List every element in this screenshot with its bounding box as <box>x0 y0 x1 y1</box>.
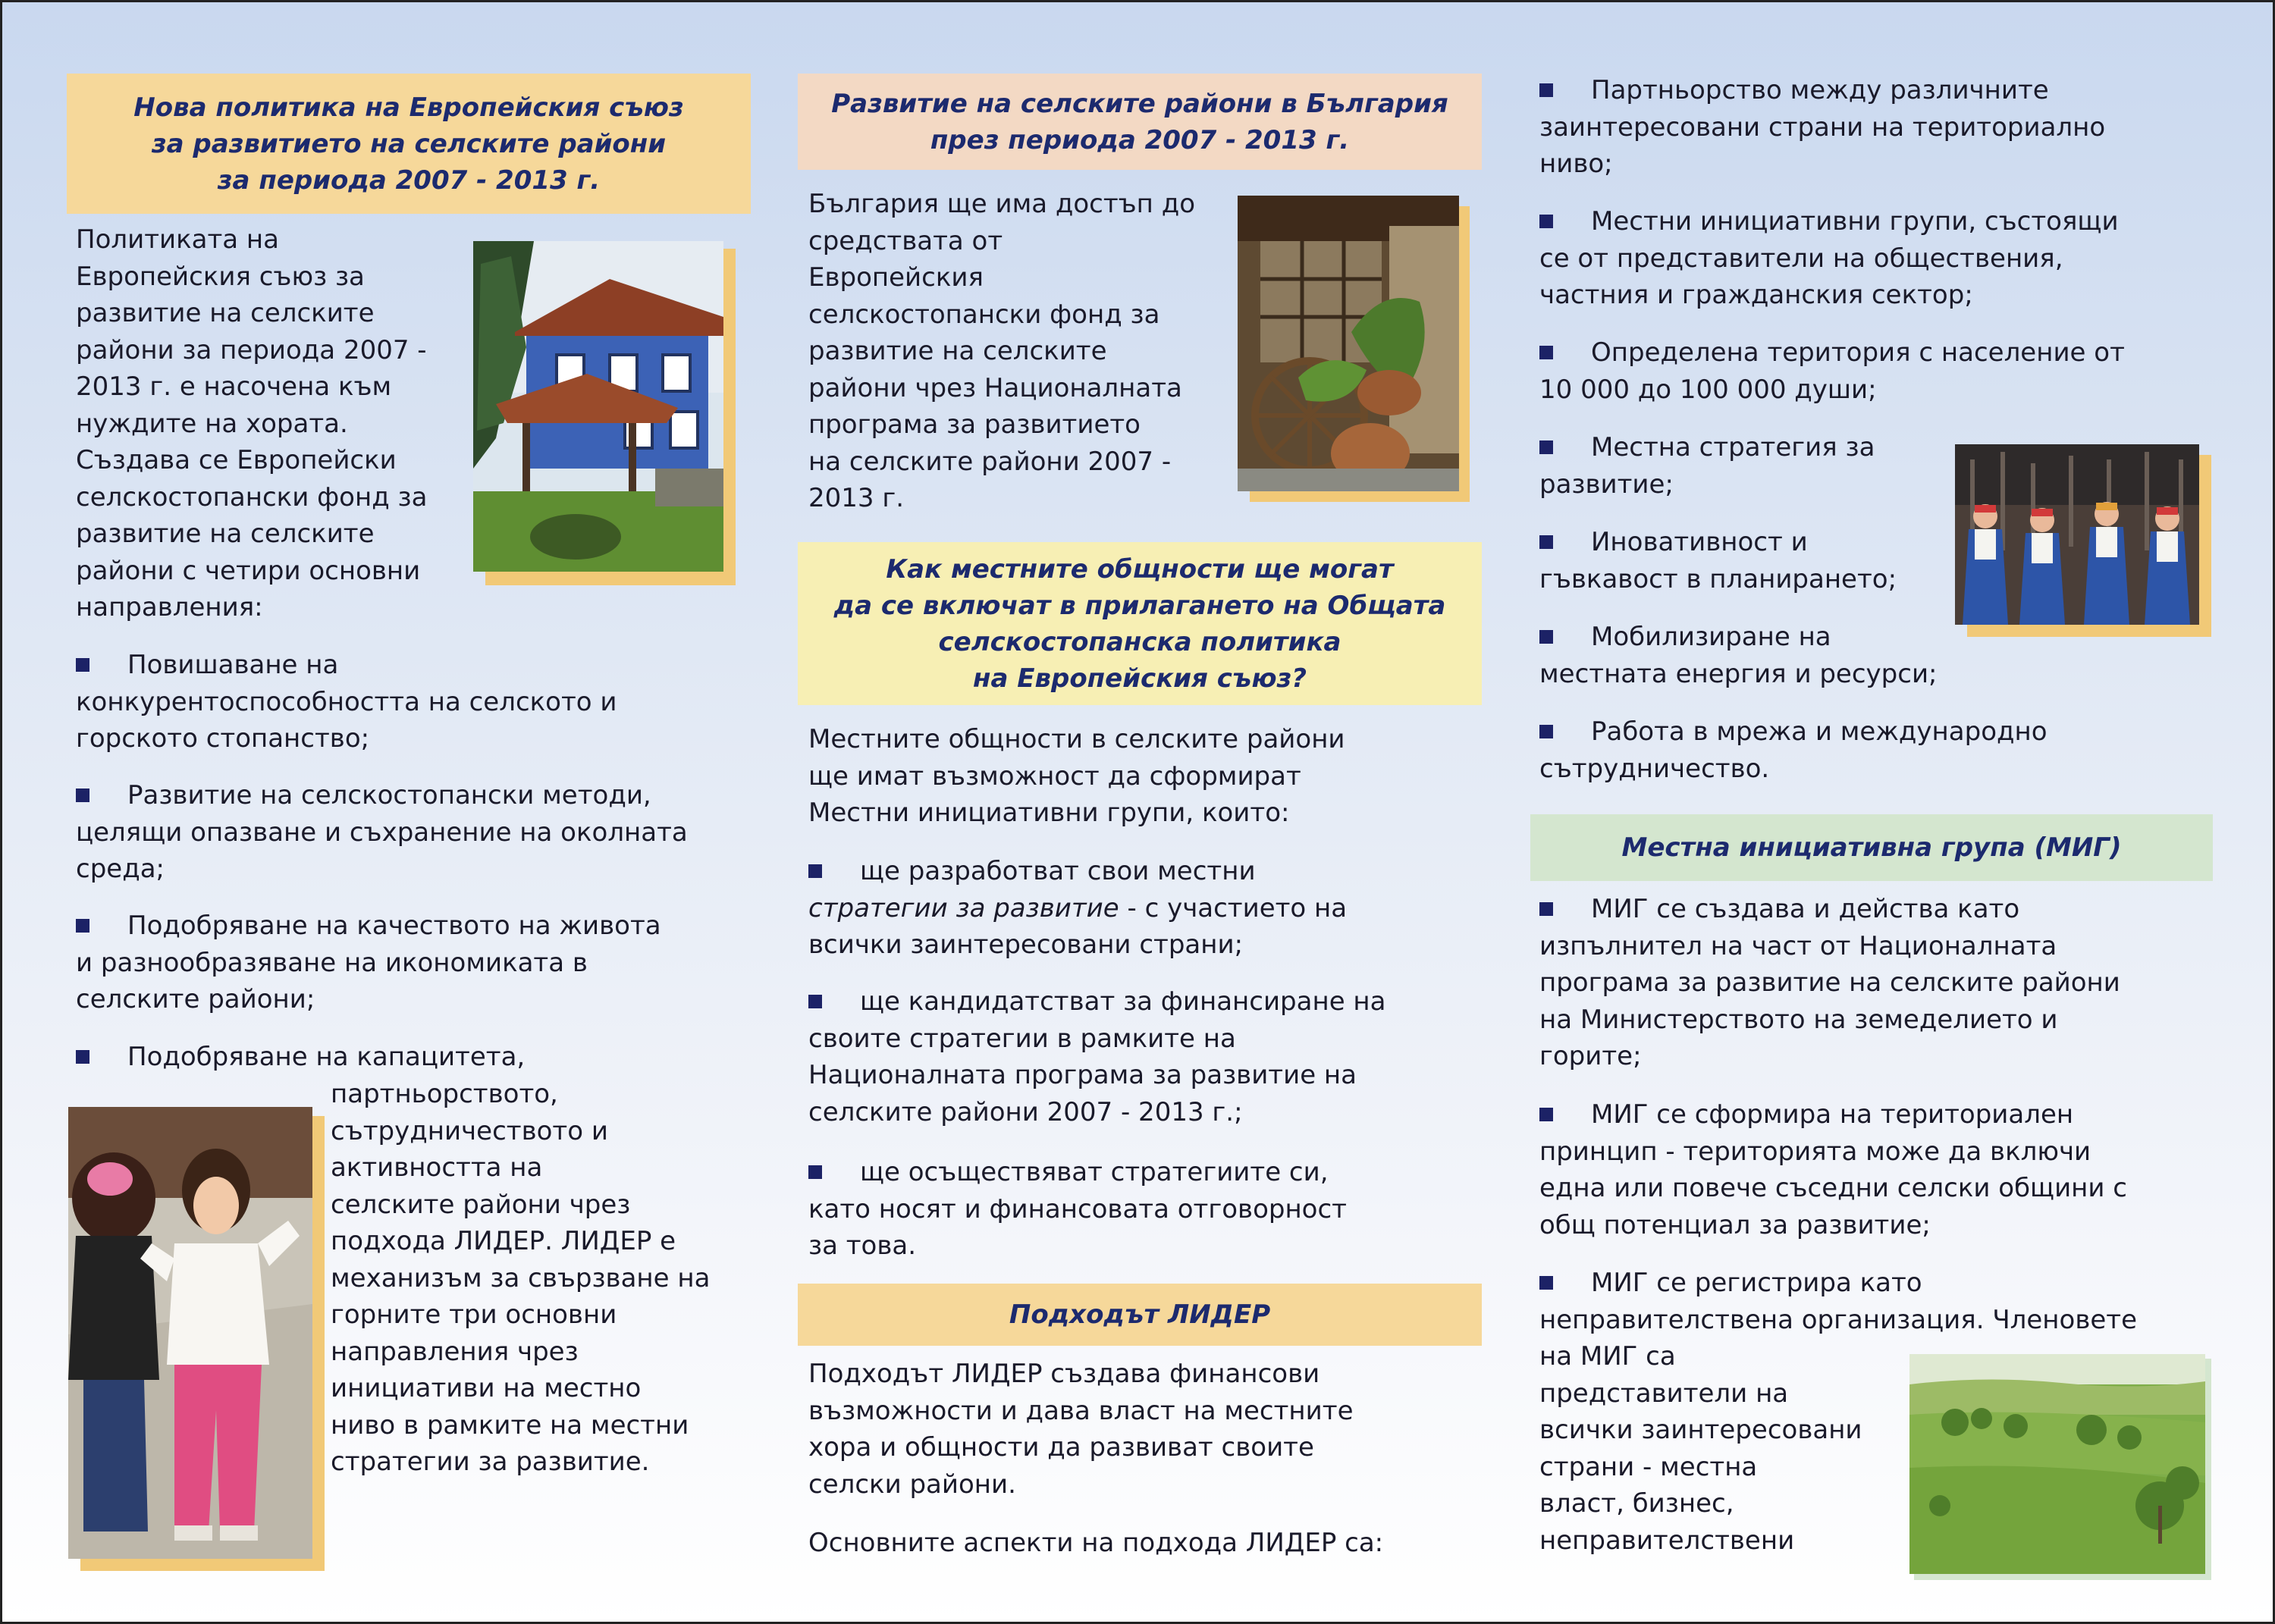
bullet-text: целящи опазване и съхранение на околната <box>76 817 688 848</box>
traditional-house-photo <box>473 241 723 572</box>
bullet-text: среда; <box>76 854 165 884</box>
col2-text-2 <box>808 721 1491 832</box>
col1-header-line: за периода 2007 - 2013 г. <box>217 165 601 196</box>
bullet-square-icon <box>1539 215 1553 228</box>
bullet-text: горите; <box>1539 1041 1642 1071</box>
col3-bullet-continued <box>1539 1338 1903 1559</box>
bullet-text: общ потенциал за развитие; <box>1539 1209 1931 1240</box>
bullet-square-icon <box>808 864 822 878</box>
bullet-text: Мобилизиране на <box>1591 622 1831 652</box>
courtyard-photo <box>1238 196 1459 491</box>
bullet-text: на МИГ са <box>1539 1341 1676 1372</box>
col1-header-line: Нова политика на Европейския съюз <box>133 92 684 123</box>
col2-text-line: Подходът ЛИДЕР създава финансови <box>808 1359 1320 1389</box>
col3-bullet <box>1539 334 2245 408</box>
bullet-text: МИГ се сформира на териториален <box>1591 1099 2074 1130</box>
col2-text-line: селскостопански фонд за <box>808 299 1160 330</box>
bullet-square-icon <box>1539 83 1553 97</box>
bullet-text: сътрудничеството и <box>331 1115 608 1146</box>
bullet-text: своите стратегии в рамките на <box>808 1023 1236 1054</box>
bullet-text: стратегии за развитие. <box>331 1447 650 1477</box>
col1-intro <box>76 221 470 626</box>
bullet-text: селските райони; <box>76 984 315 1014</box>
col2-text-line: програма за развитието <box>808 409 1141 440</box>
col2-text-line: хора и общности да развиват своите <box>808 1432 1314 1463</box>
col2-header-line: през периода 2007 - 2013 г. <box>930 124 1350 155</box>
bullet-text: Подобряване на капацитета, <box>127 1042 526 1072</box>
bullet-text: МИГ се създава и действа като <box>1591 894 2020 924</box>
col2-text-line: Местните общности в селските райони <box>808 724 1345 754</box>
bullet-square-icon <box>76 919 89 933</box>
bullet-text: Развитие на селскостопански методи, <box>127 780 651 810</box>
bullet-text-italic: стратегии за развитие <box>808 892 1119 923</box>
col2-header-line: Подходът ЛИДЕР <box>1009 1300 1271 1330</box>
bullet-text: направления чрез <box>331 1336 579 1367</box>
bullet-text: изпълнител на част от Националната <box>1539 930 2057 961</box>
bullet-text: власт, бизнес, <box>1539 1488 1734 1519</box>
col1-intro-line: развитие на селските <box>76 298 375 328</box>
col3-bullet <box>1539 713 2245 787</box>
folk-dancers-photo <box>1955 444 2199 625</box>
col2-text-line: Европейския <box>808 262 984 293</box>
bullet-text: и разнообразяване на икономиката в <box>76 947 588 978</box>
col2-text-3 <box>808 1356 1491 1503</box>
col1-header-line: за развитието на селските райони <box>151 128 667 159</box>
bullet-square-icon <box>808 1165 822 1179</box>
bullet-square-icon <box>1539 630 1553 644</box>
bullet-text: на Министерството на земеделието и <box>1539 1004 2058 1035</box>
col2-header-3 <box>798 1284 1482 1346</box>
col2-text-4 <box>808 1525 1491 1562</box>
bullet-text: подхода ЛИДЕР. ЛИДЕР е <box>331 1226 676 1256</box>
bullet-text: заинтересовани страни на териториално <box>1539 111 2106 143</box>
bullet-square-icon <box>1539 535 1553 549</box>
bullet-text: конкурентоспособността на селското и <box>76 686 617 717</box>
bullet-text: ниво; <box>1539 149 1613 179</box>
col1-intro-line: райони за периода 2007 - <box>76 334 427 365</box>
bullet-text: програма за развитие на селските райони <box>1539 967 2120 998</box>
bullet-square-icon <box>76 788 89 802</box>
col2-header-2 <box>798 542 1482 705</box>
bullet-text: частния и гражданския сектор; <box>1539 280 1973 310</box>
bullet-text: активността на <box>331 1152 543 1183</box>
col1-bullet <box>76 908 758 1018</box>
bullet-text: горните три основни <box>331 1300 617 1330</box>
bullet-text: като носят и финансовата отговорност <box>808 1193 1347 1224</box>
bullet-text: ще кандидатстват за финансиране на <box>860 986 1386 1017</box>
bullet-text: Подобряване на качеството на живота <box>127 911 661 941</box>
col3-bullet <box>1539 891 2245 1075</box>
bullet-square-icon <box>76 1050 89 1064</box>
bullet-text: за това. <box>808 1231 917 1261</box>
col2-header-line: Как местните общности ще могат <box>886 553 1394 585</box>
col3-bullet <box>1539 203 2245 314</box>
bullet-square-icon <box>808 995 822 1008</box>
col3-bullet <box>1539 1096 2245 1243</box>
bullet-square-icon <box>76 658 89 672</box>
col2-bullet <box>808 1154 1491 1265</box>
bullet-text: сътрудничество. <box>1539 753 1770 784</box>
bullet-text: ще осъществяват стратегиите си, <box>860 1157 1329 1187</box>
col2-header-line: да се включат в прилагането на Общата <box>833 590 1446 621</box>
children-photo <box>68 1107 312 1559</box>
bullet-text: Повишаване на <box>127 650 339 680</box>
bullet-text: Определена територия с население от <box>1591 337 2125 368</box>
col2-text-line: 2013 г. <box>808 483 905 513</box>
bullet-text: всички заинтересовани страни; <box>808 930 1244 960</box>
col2-text-line: възможности и дава власт на местните <box>808 1395 1354 1426</box>
bullet-text: развитие; <box>1539 469 1674 500</box>
col3-bullet <box>1539 72 2245 183</box>
bullet-text: страни - местна <box>1539 1451 1758 1482</box>
bullet-text: Работа в мрежа и международно <box>1591 716 2048 747</box>
bullet-square-icon <box>1539 440 1553 454</box>
col2-text-line: райони чрез Националната <box>808 372 1182 403</box>
col1-intro-line: нуждите на хората. <box>76 408 348 439</box>
bullet-text: Партньорство между различните <box>1591 75 2049 105</box>
col2-bullet <box>808 853 1491 964</box>
col1-bullet <box>76 647 758 757</box>
bullet-text: ще разработват свои местни <box>860 856 1256 886</box>
bullet-text: Местна стратегия за <box>1591 432 1875 462</box>
bullet-square-icon <box>1539 725 1553 738</box>
col2-header-line: на Европейския съюз? <box>972 663 1307 694</box>
col2-text-line: България ще има достъп до <box>808 189 1196 219</box>
col2-text-line: на селските райони 2007 - <box>808 446 1172 477</box>
bullet-text: 10 000 до 100 000 души; <box>1539 374 1877 405</box>
col3-bullet <box>1539 1265 2245 1338</box>
bullet-text: една или повече съседни селски общини с <box>1539 1173 2127 1203</box>
col3-header-line: Местна инициативна група (МИГ) <box>1621 832 2122 863</box>
col1-bullet <box>76 777 758 888</box>
bullet-text: горското стопанство; <box>76 723 370 754</box>
col2-text-1 <box>808 186 1233 517</box>
col1-intro-line: селскостопански фонд за <box>76 481 428 513</box>
bullet-text: Местни инициативни групи, състоящи <box>1591 206 2119 237</box>
col2-text-line: средствата от <box>808 225 1003 256</box>
col1-intro-line: развитие на селските <box>76 519 375 549</box>
col1-intro-line: Европейския съюз за <box>76 261 365 292</box>
col2-text-line: ще имат възможност да сформират <box>808 760 1301 792</box>
col1-intro-line: направления: <box>76 592 263 622</box>
col1-bullet <box>76 1039 758 1076</box>
col2-header-1 <box>798 74 1482 170</box>
col1-intro-line: Създава се Европейски <box>76 445 397 475</box>
bullet-text: принцип - територията може да включи <box>1539 1136 2091 1167</box>
col1-header <box>67 74 751 214</box>
col1-intro-line: 2013 г. е насочена към <box>76 372 392 402</box>
bullet-text: Иновативност и <box>1591 527 1808 557</box>
col1-intro-line: Политиката на <box>76 224 279 255</box>
bullet-text: представители на <box>1539 1378 1789 1409</box>
col2-header-line: Развитие на селските райони в България <box>831 88 1448 119</box>
bullet-text: партньорството, <box>331 1079 558 1109</box>
bullet-text: гъвкавост в планирането; <box>1539 563 1897 594</box>
col3-header <box>1530 814 2213 881</box>
bullet-text: неправителствени <box>1539 1525 1795 1556</box>
bullet-text: - с участието на <box>1119 892 1348 923</box>
bullet-square-icon <box>1539 346 1553 359</box>
col1-bullet4-continued <box>331 1076 755 1481</box>
bullet-text: Националната програма за развитие на <box>808 1060 1357 1090</box>
bullet-square-icon <box>1539 1276 1553 1290</box>
bullet-text: селските райони 2007 - 2013 г.; <box>808 1096 1243 1127</box>
bullet-text: селските райони чрез <box>331 1189 631 1220</box>
col1-intro-line: райони с четири основни <box>76 555 421 586</box>
col2-text-line: развитие на селските <box>808 336 1107 366</box>
landscape-photo <box>1909 1354 2205 1574</box>
col2-text-line: Основните аспекти на подхода ЛИДЕР са: <box>808 1528 1384 1558</box>
col2-header-line: селскостопанска политика <box>938 626 1341 657</box>
bullet-text: инициативи на местно <box>331 1373 642 1403</box>
bullet-square-icon <box>1539 1108 1553 1121</box>
bullet-text: местната енергия и ресурси; <box>1539 658 1938 689</box>
bullet-text: механизъм за свързване на <box>331 1262 711 1293</box>
bullet-text: МИГ се регистрира като <box>1591 1268 1922 1298</box>
bullet-text: неправителствена организация. Членовете <box>1539 1304 2138 1335</box>
col3-bullet <box>1539 524 1964 597</box>
col2-text-line: селски райони. <box>808 1469 1016 1500</box>
col3-bullet <box>1539 429 1964 503</box>
col2-text-line: Местни инициативни групи, които: <box>808 798 1290 828</box>
bullet-text: ниво в рамките на местни <box>331 1409 689 1441</box>
bullet-text: всички заинтересовани <box>1539 1415 1862 1445</box>
col2-bullet <box>808 983 1491 1130</box>
bullet-square-icon <box>1539 902 1553 916</box>
bullet-text: се от представители на обществения, <box>1539 243 2063 274</box>
